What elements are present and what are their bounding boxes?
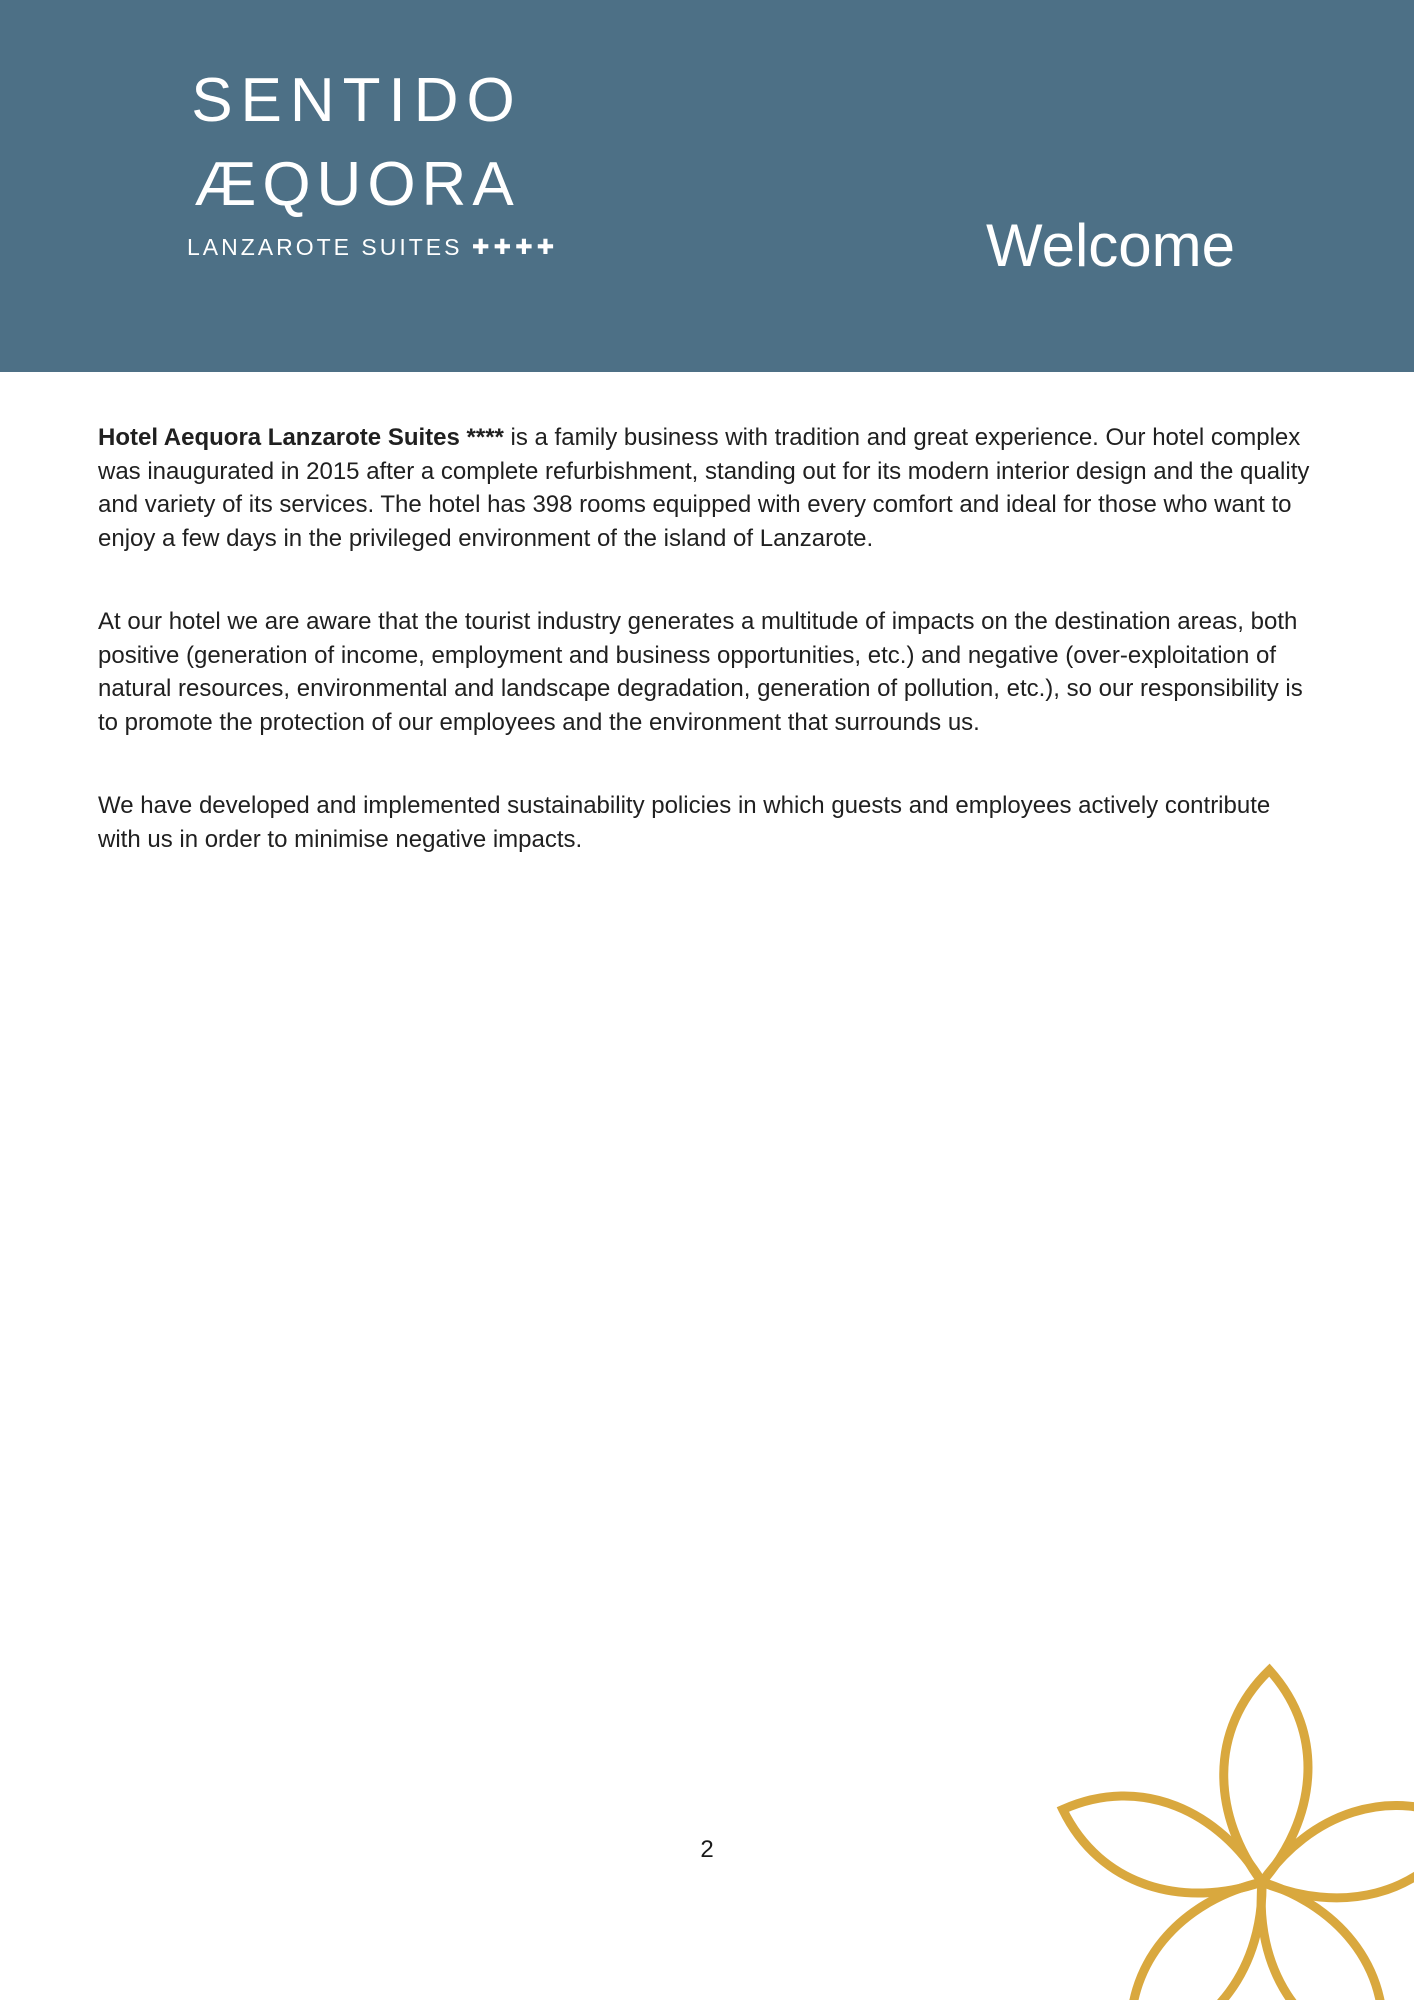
paragraph-impacts: At our hotel we are aware that the tourist industry generates a multitude of impacts on the destination areas, both positive (generation of income, employment and business opportunities, etc.) and negative (over-exploitation of natural resources, environmental and landscape degradation, generation of pollution, etc.), so our responsibility is to promote the protection of our employees and the environment that surrounds us.: [98, 608, 1303, 736]
page-number: 2: [700, 1836, 714, 1863]
flower-petals: [1048, 1669, 1414, 2000]
hotel-name-bold: Hotel Aequora Lanzarote Suites ****: [98, 424, 504, 451]
body-text: [98, 421, 1316, 856]
header-band: [0, 0, 1414, 372]
logo-brand-text: SENTIDO: [191, 66, 523, 135]
brand-logo: [187, 66, 559, 260]
paragraph-intro: [98, 421, 1316, 555]
logo-name-text: ÆQUORA: [194, 150, 520, 219]
logo-subtitle-text: LANZAROTE SUITES: [187, 234, 463, 260]
page-title: Welcome: [986, 212, 1235, 279]
paragraph-policies: We have developed and implemented sustainability policies in which guests and employees actively contribute with us in order to minimise negative impacts.: [98, 792, 1271, 853]
paragraph-intro-rest: is a family business with tradition and great experience. Our hotel complex was inaugurated in 2015 after a complete refurbishment, standing out for its modern interior design and the quality and variety of its services. The hotel has 398 rooms equipped with every comfort and ideal for those who want to enjoy a few days in the privileged environment of the island of Lanzarote.: [98, 424, 1310, 552]
flower-icon: [962, 1582, 1414, 2000]
logo-subtitle-row: [187, 234, 559, 260]
logo-stars-icon: ✚✚✚✚: [471, 236, 559, 259]
